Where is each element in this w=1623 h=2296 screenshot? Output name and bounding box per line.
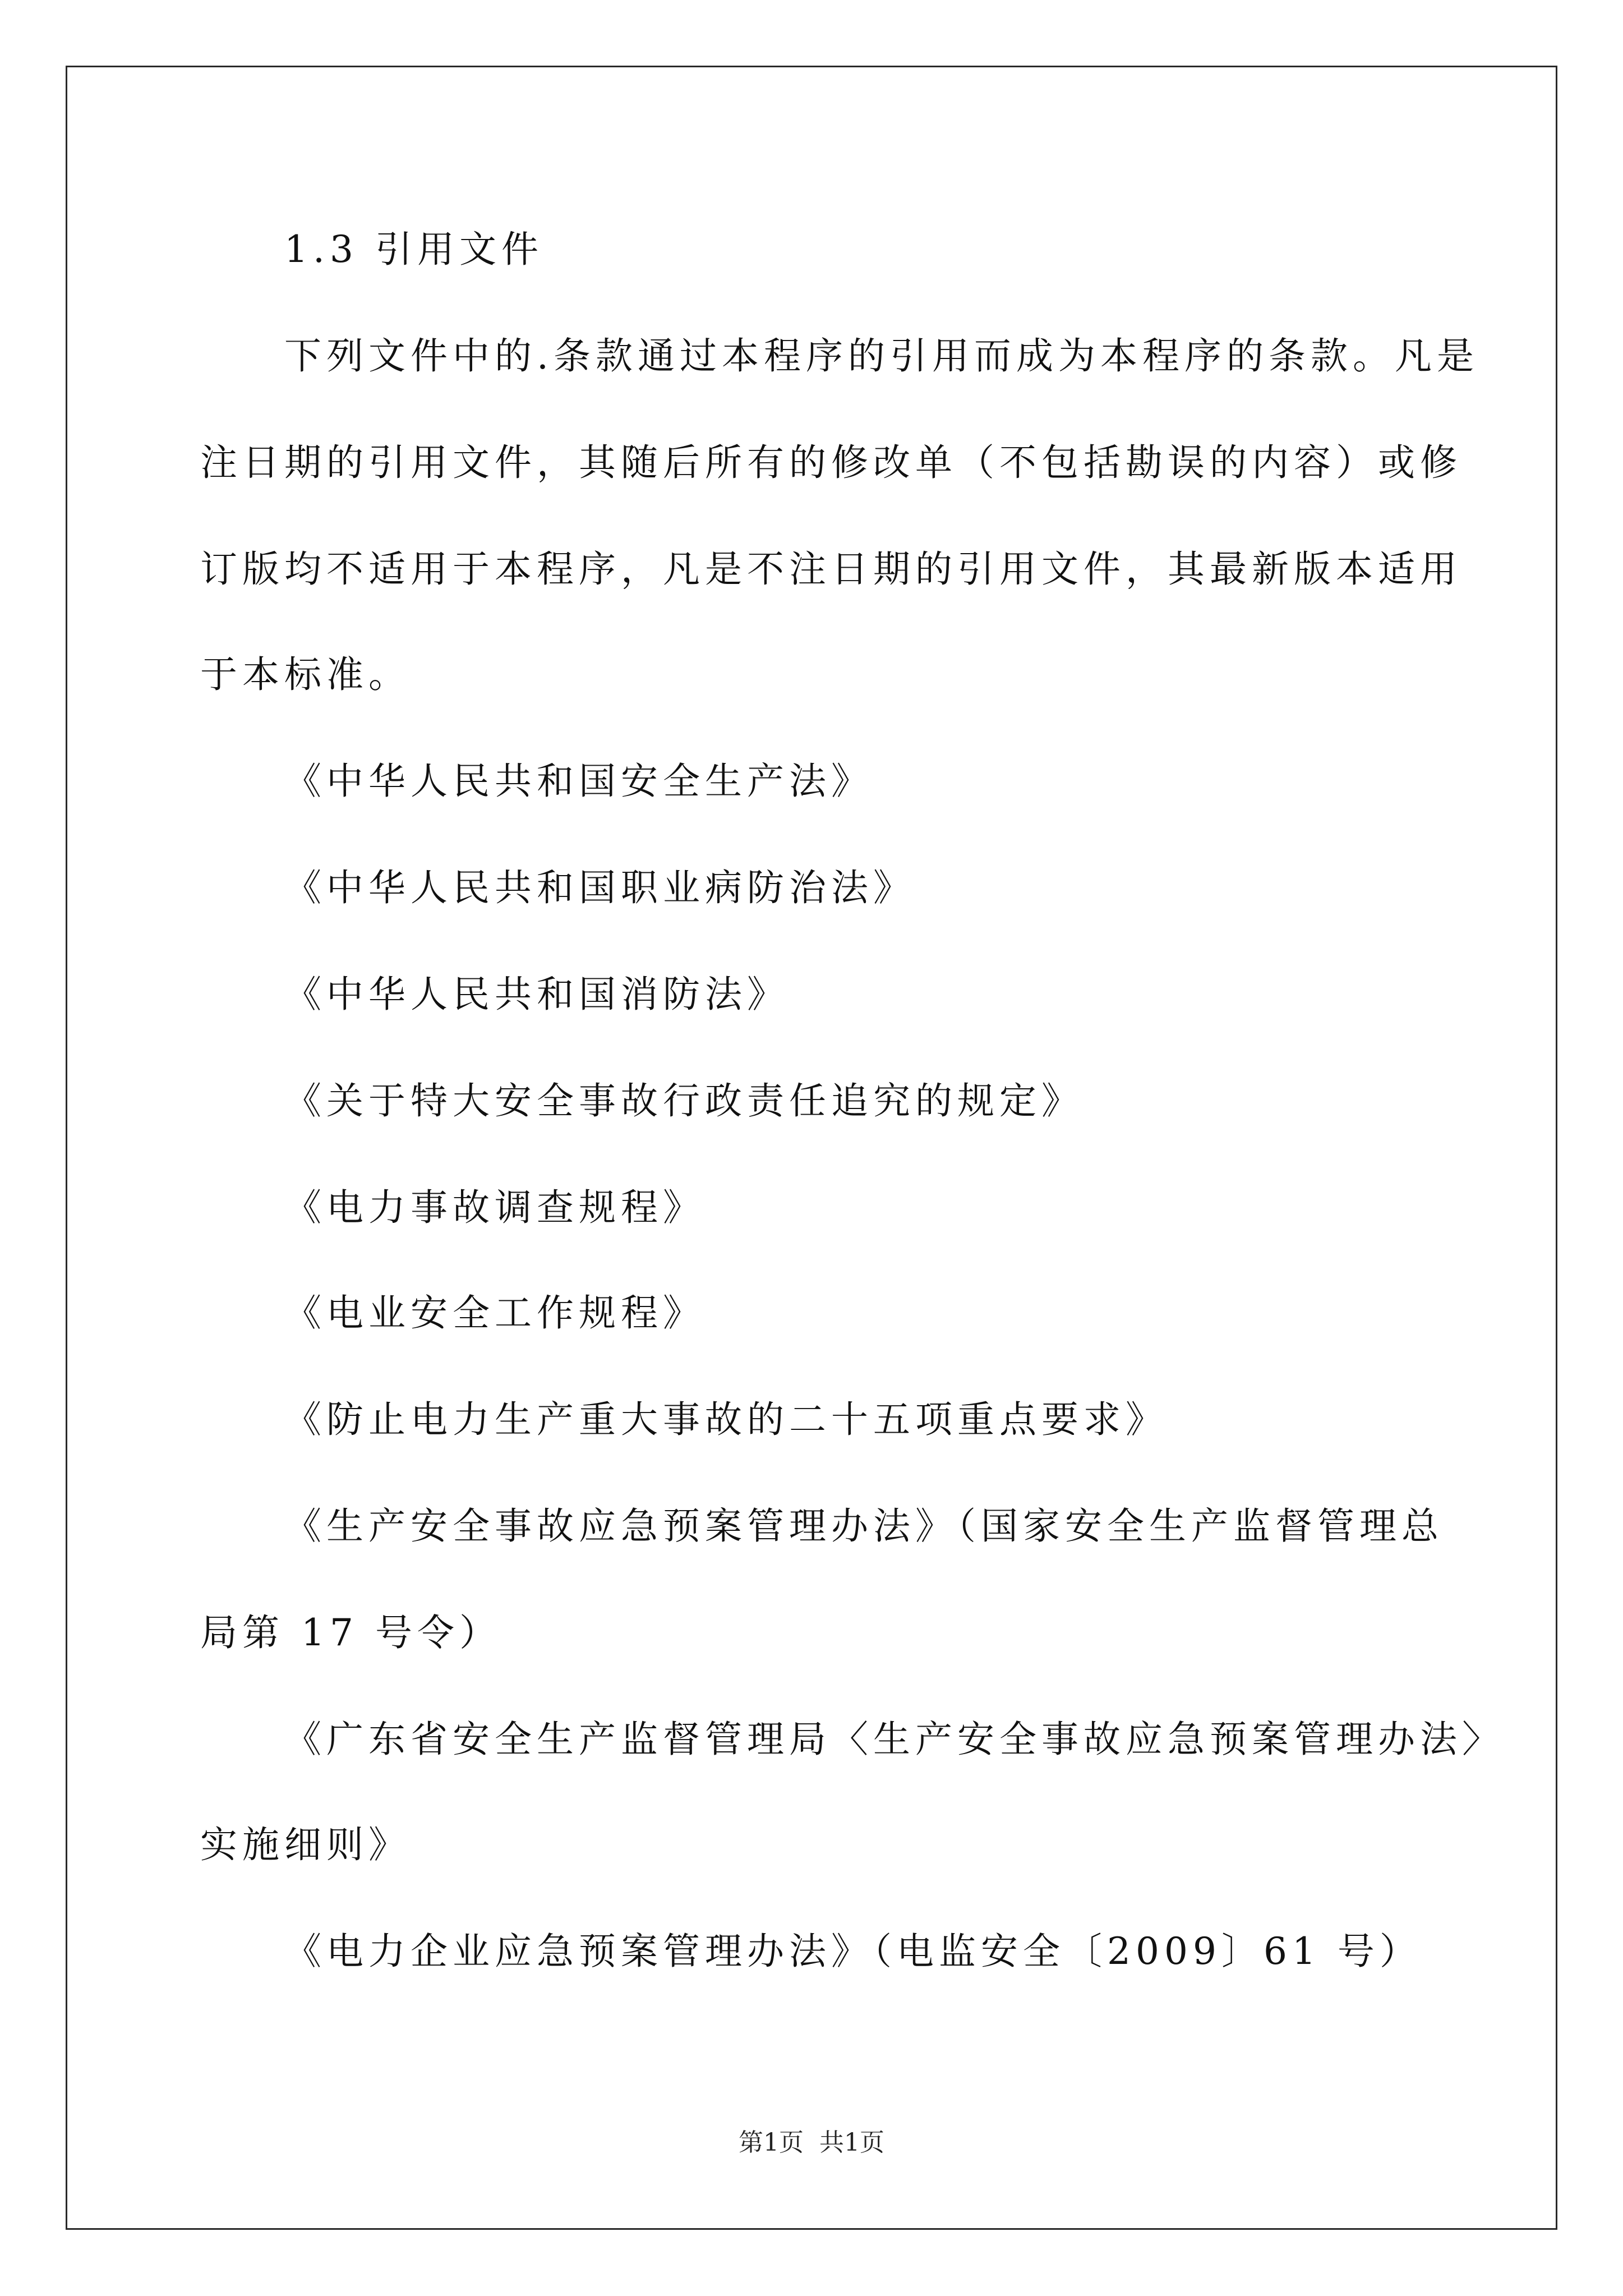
intro-line-1: 下列文件中的.条款通过本程序的引用而成为本程序的条款。凡是 bbox=[284, 334, 1479, 378]
section-heading: 1.3 引用文件 bbox=[284, 228, 543, 271]
reference-item: 《中华人民共和国职业病防治法》 bbox=[284, 866, 915, 909]
reference-item: 《电业安全工作规程》 bbox=[284, 1291, 705, 1335]
reference-item: 《防止电力生产重大事故的二十五项重点要求》 bbox=[284, 1398, 1168, 1441]
page-number-current: 第1页 bbox=[739, 2128, 804, 2157]
page-number-total: 共1页 bbox=[819, 2128, 884, 2157]
reference-item: 《广东省安全生产监督管理局〈生产安全事故应急预案管理办法〉 bbox=[284, 1718, 1504, 1761]
reference-item: 《电力企业应急预案管理办法》（电监安全〔2009〕61 号） bbox=[284, 1930, 1422, 1973]
reference-item: 《生产安全事故应急预案管理办法》（国家安全生产监督管理总 bbox=[284, 1504, 1444, 1548]
intro-line-2: 注日期的引用文件，其随后所有的修改单（不包括勘误的内容）或修 bbox=[200, 441, 1462, 484]
reference-item-continued: 实施细则》 bbox=[200, 1823, 411, 1866]
reference-item: 《中华人民共和国消防法》 bbox=[284, 973, 789, 1016]
reference-item: 《中华人民共和国安全生产法》 bbox=[284, 760, 873, 803]
reference-item: 《关于特大安全事故行政责任追究的规定》 bbox=[284, 1079, 1083, 1122]
page-footer bbox=[0, 2126, 1623, 2160]
intro-line-4: 于本标准。 bbox=[200, 653, 411, 696]
page-border bbox=[66, 66, 1557, 2230]
reference-item-continued: 局第 17 号令） bbox=[200, 1611, 501, 1654]
reference-item: 《电力事故调查规程》 bbox=[284, 1186, 705, 1229]
intro-line-3: 订版均不适用于本程序，凡是不注日期的引用文件，其最新版本适用 bbox=[200, 547, 1462, 591]
